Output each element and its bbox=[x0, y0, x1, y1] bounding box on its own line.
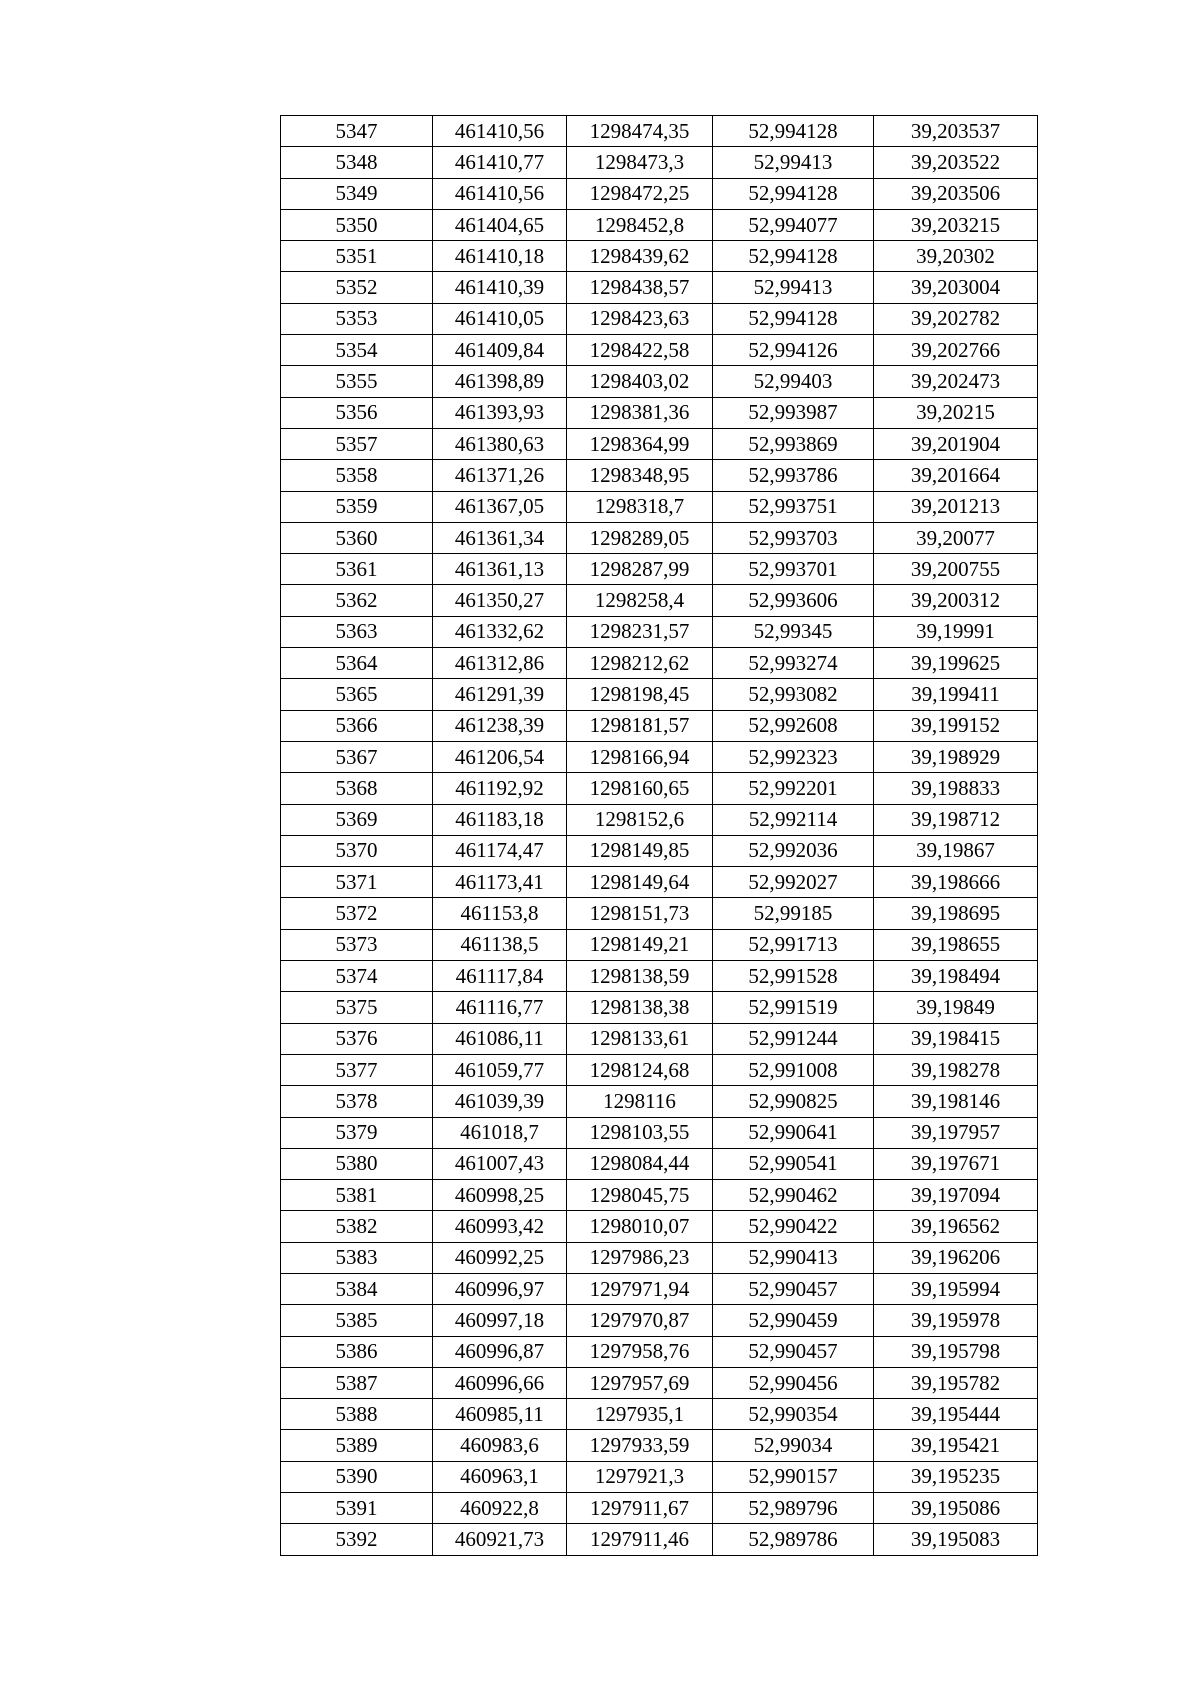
x-coordinate-cell: 460993,42 bbox=[433, 1211, 567, 1242]
table-row bbox=[281, 366, 1038, 397]
longitude-cell: 39,202782 bbox=[874, 303, 1038, 334]
longitude-cell: 39,201213 bbox=[874, 491, 1038, 522]
point-number-cell: 5387 bbox=[281, 1367, 433, 1398]
table-row bbox=[281, 241, 1038, 272]
point-number-cell: 5358 bbox=[281, 460, 433, 491]
latitude-cell: 52,989786 bbox=[713, 1524, 874, 1555]
x-coordinate-cell: 461361,13 bbox=[433, 554, 567, 585]
longitude-cell: 39,200755 bbox=[874, 554, 1038, 585]
x-coordinate-cell: 461291,39 bbox=[433, 679, 567, 710]
x-coordinate-cell: 461410,77 bbox=[433, 147, 567, 178]
point-number-cell: 5385 bbox=[281, 1305, 433, 1336]
latitude-cell: 52,990422 bbox=[713, 1211, 874, 1242]
table-row bbox=[281, 1086, 1038, 1117]
coordinates-table bbox=[280, 115, 1038, 1556]
longitude-cell: 39,199625 bbox=[874, 648, 1038, 679]
latitude-cell: 52,992201 bbox=[713, 773, 874, 804]
x-coordinate-cell: 461350,27 bbox=[433, 585, 567, 616]
longitude-cell: 39,203506 bbox=[874, 178, 1038, 209]
longitude-cell: 39,19867 bbox=[874, 835, 1038, 866]
latitude-cell: 52,990459 bbox=[713, 1305, 874, 1336]
latitude-cell: 52,990354 bbox=[713, 1399, 874, 1430]
longitude-cell: 39,203522 bbox=[874, 147, 1038, 178]
longitude-cell: 39,20077 bbox=[874, 522, 1038, 553]
latitude-cell: 52,99345 bbox=[713, 616, 874, 647]
latitude-cell: 52,990541 bbox=[713, 1148, 874, 1179]
x-coordinate-cell: 461393,93 bbox=[433, 397, 567, 428]
y-coordinate-cell: 1297957,69 bbox=[567, 1367, 713, 1398]
point-number-cell: 5380 bbox=[281, 1148, 433, 1179]
x-coordinate-cell: 461361,34 bbox=[433, 522, 567, 553]
table-row bbox=[281, 648, 1038, 679]
latitude-cell: 52,99413 bbox=[713, 147, 874, 178]
point-number-cell: 5352 bbox=[281, 272, 433, 303]
table-row bbox=[281, 804, 1038, 835]
y-coordinate-cell: 1298149,64 bbox=[567, 867, 713, 898]
point-number-cell: 5360 bbox=[281, 522, 433, 553]
y-coordinate-cell: 1298439,62 bbox=[567, 241, 713, 272]
longitude-cell: 39,19991 bbox=[874, 616, 1038, 647]
longitude-cell: 39,198666 bbox=[874, 867, 1038, 898]
latitude-cell: 52,99185 bbox=[713, 898, 874, 929]
point-number-cell: 5350 bbox=[281, 209, 433, 240]
table-row bbox=[281, 741, 1038, 772]
y-coordinate-cell: 1298116 bbox=[567, 1086, 713, 1117]
y-coordinate-cell: 1298212,62 bbox=[567, 648, 713, 679]
longitude-cell: 39,20302 bbox=[874, 241, 1038, 272]
y-coordinate-cell: 1298084,44 bbox=[567, 1148, 713, 1179]
x-coordinate-cell: 460992,25 bbox=[433, 1242, 567, 1273]
latitude-cell: 52,993751 bbox=[713, 491, 874, 522]
x-coordinate-cell: 460983,6 bbox=[433, 1430, 567, 1461]
y-coordinate-cell: 1298231,57 bbox=[567, 616, 713, 647]
y-coordinate-cell: 1298045,75 bbox=[567, 1180, 713, 1211]
x-coordinate-cell: 460996,66 bbox=[433, 1367, 567, 1398]
point-number-cell: 5351 bbox=[281, 241, 433, 272]
x-coordinate-cell: 461086,11 bbox=[433, 1023, 567, 1054]
longitude-cell: 39,198712 bbox=[874, 804, 1038, 835]
y-coordinate-cell: 1298010,07 bbox=[567, 1211, 713, 1242]
x-coordinate-cell: 461117,84 bbox=[433, 961, 567, 992]
longitude-cell: 39,198494 bbox=[874, 961, 1038, 992]
table-row bbox=[281, 835, 1038, 866]
x-coordinate-cell: 461039,39 bbox=[433, 1086, 567, 1117]
longitude-cell: 39,198146 bbox=[874, 1086, 1038, 1117]
latitude-cell: 52,994126 bbox=[713, 335, 874, 366]
point-number-cell: 5356 bbox=[281, 397, 433, 428]
point-number-cell: 5378 bbox=[281, 1086, 433, 1117]
x-coordinate-cell: 461183,18 bbox=[433, 804, 567, 835]
point-number-cell: 5357 bbox=[281, 428, 433, 459]
table-row bbox=[281, 1117, 1038, 1148]
y-coordinate-cell: 1298318,7 bbox=[567, 491, 713, 522]
longitude-cell: 39,197957 bbox=[874, 1117, 1038, 1148]
y-coordinate-cell: 1297986,23 bbox=[567, 1242, 713, 1273]
x-coordinate-cell: 461174,47 bbox=[433, 835, 567, 866]
x-coordinate-cell: 460996,87 bbox=[433, 1336, 567, 1367]
table-row bbox=[281, 1305, 1038, 1336]
longitude-cell: 39,203537 bbox=[874, 116, 1038, 147]
x-coordinate-cell: 461312,86 bbox=[433, 648, 567, 679]
latitude-cell: 52,993987 bbox=[713, 397, 874, 428]
table-row bbox=[281, 585, 1038, 616]
longitude-cell: 39,198929 bbox=[874, 741, 1038, 772]
latitude-cell: 52,991528 bbox=[713, 961, 874, 992]
table-row bbox=[281, 1180, 1038, 1211]
y-coordinate-cell: 1298381,36 bbox=[567, 397, 713, 428]
point-number-cell: 5389 bbox=[281, 1430, 433, 1461]
y-coordinate-cell: 1297958,76 bbox=[567, 1336, 713, 1367]
latitude-cell: 52,993703 bbox=[713, 522, 874, 553]
table-row bbox=[281, 898, 1038, 929]
y-coordinate-cell: 1297933,59 bbox=[567, 1430, 713, 1461]
y-coordinate-cell: 1298364,99 bbox=[567, 428, 713, 459]
y-coordinate-cell: 1298473,3 bbox=[567, 147, 713, 178]
coordinates-table-body bbox=[281, 116, 1038, 1556]
point-number-cell: 5367 bbox=[281, 741, 433, 772]
table-row bbox=[281, 1148, 1038, 1179]
longitude-cell: 39,200312 bbox=[874, 585, 1038, 616]
longitude-cell: 39,199152 bbox=[874, 710, 1038, 741]
table-row bbox=[281, 867, 1038, 898]
point-number-cell: 5383 bbox=[281, 1242, 433, 1273]
longitude-cell: 39,195782 bbox=[874, 1367, 1038, 1398]
table-row bbox=[281, 335, 1038, 366]
y-coordinate-cell: 1298403,02 bbox=[567, 366, 713, 397]
longitude-cell: 39,19849 bbox=[874, 992, 1038, 1023]
table-row bbox=[281, 1399, 1038, 1430]
y-coordinate-cell: 1298472,25 bbox=[567, 178, 713, 209]
point-number-cell: 5364 bbox=[281, 648, 433, 679]
y-coordinate-cell: 1297921,3 bbox=[567, 1461, 713, 1492]
x-coordinate-cell: 461410,39 bbox=[433, 272, 567, 303]
table-row bbox=[281, 1023, 1038, 1054]
longitude-cell: 39,195235 bbox=[874, 1461, 1038, 1492]
y-coordinate-cell: 1298287,99 bbox=[567, 554, 713, 585]
latitude-cell: 52,991244 bbox=[713, 1023, 874, 1054]
table-row bbox=[281, 1273, 1038, 1304]
y-coordinate-cell: 1298474,35 bbox=[567, 116, 713, 147]
latitude-cell: 52,994128 bbox=[713, 241, 874, 272]
y-coordinate-cell: 1298103,55 bbox=[567, 1117, 713, 1148]
latitude-cell: 52,992027 bbox=[713, 867, 874, 898]
latitude-cell: 52,990157 bbox=[713, 1461, 874, 1492]
table-row bbox=[281, 929, 1038, 960]
x-coordinate-cell: 460996,97 bbox=[433, 1273, 567, 1304]
x-coordinate-cell: 461409,84 bbox=[433, 335, 567, 366]
point-number-cell: 5354 bbox=[281, 335, 433, 366]
x-coordinate-cell: 460998,25 bbox=[433, 1180, 567, 1211]
y-coordinate-cell: 1298124,68 bbox=[567, 1054, 713, 1085]
longitude-cell: 39,195083 bbox=[874, 1524, 1038, 1555]
y-coordinate-cell: 1298133,61 bbox=[567, 1023, 713, 1054]
longitude-cell: 39,20215 bbox=[874, 397, 1038, 428]
point-number-cell: 5370 bbox=[281, 835, 433, 866]
y-coordinate-cell: 1297911,67 bbox=[567, 1493, 713, 1524]
table-row bbox=[281, 1211, 1038, 1242]
y-coordinate-cell: 1297971,94 bbox=[567, 1273, 713, 1304]
point-number-cell: 5373 bbox=[281, 929, 433, 960]
longitude-cell: 39,197671 bbox=[874, 1148, 1038, 1179]
y-coordinate-cell: 1298166,94 bbox=[567, 741, 713, 772]
longitude-cell: 39,195421 bbox=[874, 1430, 1038, 1461]
x-coordinate-cell: 461138,5 bbox=[433, 929, 567, 960]
longitude-cell: 39,199411 bbox=[874, 679, 1038, 710]
longitude-cell: 39,198833 bbox=[874, 773, 1038, 804]
point-number-cell: 5391 bbox=[281, 1493, 433, 1524]
latitude-cell: 52,99403 bbox=[713, 366, 874, 397]
latitude-cell: 52,994128 bbox=[713, 178, 874, 209]
point-number-cell: 5388 bbox=[281, 1399, 433, 1430]
point-number-cell: 5368 bbox=[281, 773, 433, 804]
point-number-cell: 5362 bbox=[281, 585, 433, 616]
x-coordinate-cell: 461018,7 bbox=[433, 1117, 567, 1148]
y-coordinate-cell: 1298289,05 bbox=[567, 522, 713, 553]
longitude-cell: 39,195978 bbox=[874, 1305, 1038, 1336]
point-number-cell: 5369 bbox=[281, 804, 433, 835]
latitude-cell: 52,991008 bbox=[713, 1054, 874, 1085]
point-number-cell: 5384 bbox=[281, 1273, 433, 1304]
point-number-cell: 5390 bbox=[281, 1461, 433, 1492]
y-coordinate-cell: 1298152,6 bbox=[567, 804, 713, 835]
x-coordinate-cell: 461398,89 bbox=[433, 366, 567, 397]
longitude-cell: 39,202766 bbox=[874, 335, 1038, 366]
table-row bbox=[281, 1367, 1038, 1398]
latitude-cell: 52,994128 bbox=[713, 116, 874, 147]
table-row bbox=[281, 272, 1038, 303]
point-number-cell: 5377 bbox=[281, 1054, 433, 1085]
latitude-cell: 52,990825 bbox=[713, 1086, 874, 1117]
latitude-cell: 52,990462 bbox=[713, 1180, 874, 1211]
x-coordinate-cell: 461410,18 bbox=[433, 241, 567, 272]
y-coordinate-cell: 1298149,21 bbox=[567, 929, 713, 960]
point-number-cell: 5361 bbox=[281, 554, 433, 585]
x-coordinate-cell: 461007,43 bbox=[433, 1148, 567, 1179]
latitude-cell: 52,993606 bbox=[713, 585, 874, 616]
latitude-cell: 52,994077 bbox=[713, 209, 874, 240]
y-coordinate-cell: 1298181,57 bbox=[567, 710, 713, 741]
x-coordinate-cell: 461332,62 bbox=[433, 616, 567, 647]
y-coordinate-cell: 1298198,45 bbox=[567, 679, 713, 710]
x-coordinate-cell: 461410,05 bbox=[433, 303, 567, 334]
longitude-cell: 39,198695 bbox=[874, 898, 1038, 929]
latitude-cell: 52,993701 bbox=[713, 554, 874, 585]
table-row bbox=[281, 178, 1038, 209]
x-coordinate-cell: 461367,05 bbox=[433, 491, 567, 522]
table-row bbox=[281, 460, 1038, 491]
table-row bbox=[281, 679, 1038, 710]
y-coordinate-cell: 1298138,38 bbox=[567, 992, 713, 1023]
latitude-cell: 52,992036 bbox=[713, 835, 874, 866]
x-coordinate-cell: 461153,8 bbox=[433, 898, 567, 929]
table-row bbox=[281, 1493, 1038, 1524]
point-number-cell: 5347 bbox=[281, 116, 433, 147]
point-number-cell: 5392 bbox=[281, 1524, 433, 1555]
latitude-cell: 52,991519 bbox=[713, 992, 874, 1023]
longitude-cell: 39,195086 bbox=[874, 1493, 1038, 1524]
y-coordinate-cell: 1298149,85 bbox=[567, 835, 713, 866]
point-number-cell: 5355 bbox=[281, 366, 433, 397]
latitude-cell: 52,994128 bbox=[713, 303, 874, 334]
point-number-cell: 5349 bbox=[281, 178, 433, 209]
latitude-cell: 52,992114 bbox=[713, 804, 874, 835]
x-coordinate-cell: 461059,77 bbox=[433, 1054, 567, 1085]
point-number-cell: 5348 bbox=[281, 147, 433, 178]
longitude-cell: 39,203215 bbox=[874, 209, 1038, 240]
point-number-cell: 5382 bbox=[281, 1211, 433, 1242]
table-row bbox=[281, 209, 1038, 240]
y-coordinate-cell: 1298423,63 bbox=[567, 303, 713, 334]
longitude-cell: 39,202473 bbox=[874, 366, 1038, 397]
point-number-cell: 5376 bbox=[281, 1023, 433, 1054]
longitude-cell: 39,201904 bbox=[874, 428, 1038, 459]
point-number-cell: 5386 bbox=[281, 1336, 433, 1367]
longitude-cell: 39,198655 bbox=[874, 929, 1038, 960]
x-coordinate-cell: 461173,41 bbox=[433, 867, 567, 898]
latitude-cell: 52,99413 bbox=[713, 272, 874, 303]
x-coordinate-cell: 460921,73 bbox=[433, 1524, 567, 1555]
latitude-cell: 52,991713 bbox=[713, 929, 874, 960]
y-coordinate-cell: 1298452,8 bbox=[567, 209, 713, 240]
longitude-cell: 39,201664 bbox=[874, 460, 1038, 491]
table-row bbox=[281, 1430, 1038, 1461]
latitude-cell: 52,993082 bbox=[713, 679, 874, 710]
table-row bbox=[281, 147, 1038, 178]
table-row bbox=[281, 116, 1038, 147]
point-number-cell: 5372 bbox=[281, 898, 433, 929]
point-number-cell: 5371 bbox=[281, 867, 433, 898]
x-coordinate-cell: 461410,56 bbox=[433, 116, 567, 147]
x-coordinate-cell: 461192,92 bbox=[433, 773, 567, 804]
point-number-cell: 5375 bbox=[281, 992, 433, 1023]
x-coordinate-cell: 461410,56 bbox=[433, 178, 567, 209]
longitude-cell: 39,198415 bbox=[874, 1023, 1038, 1054]
x-coordinate-cell: 461404,65 bbox=[433, 209, 567, 240]
longitude-cell: 39,196206 bbox=[874, 1242, 1038, 1273]
longitude-cell: 39,203004 bbox=[874, 272, 1038, 303]
table-row bbox=[281, 616, 1038, 647]
y-coordinate-cell: 1297911,46 bbox=[567, 1524, 713, 1555]
table-row bbox=[281, 522, 1038, 553]
y-coordinate-cell: 1298258,4 bbox=[567, 585, 713, 616]
latitude-cell: 52,990413 bbox=[713, 1242, 874, 1273]
y-coordinate-cell: 1298151,73 bbox=[567, 898, 713, 929]
y-coordinate-cell: 1298160,65 bbox=[567, 773, 713, 804]
table-row bbox=[281, 1242, 1038, 1273]
longitude-cell: 39,195994 bbox=[874, 1273, 1038, 1304]
point-number-cell: 5379 bbox=[281, 1117, 433, 1148]
x-coordinate-cell: 461371,26 bbox=[433, 460, 567, 491]
longitude-cell: 39,198278 bbox=[874, 1054, 1038, 1085]
latitude-cell: 52,993786 bbox=[713, 460, 874, 491]
table-row bbox=[281, 491, 1038, 522]
latitude-cell: 52,990456 bbox=[713, 1367, 874, 1398]
point-number-cell: 5365 bbox=[281, 679, 433, 710]
table-row bbox=[281, 428, 1038, 459]
longitude-cell: 39,195798 bbox=[874, 1336, 1038, 1367]
longitude-cell: 39,196562 bbox=[874, 1211, 1038, 1242]
x-coordinate-cell: 460963,1 bbox=[433, 1461, 567, 1492]
table-row bbox=[281, 773, 1038, 804]
point-number-cell: 5381 bbox=[281, 1180, 433, 1211]
latitude-cell: 52,990457 bbox=[713, 1273, 874, 1304]
table-row bbox=[281, 397, 1038, 428]
longitude-cell: 39,195444 bbox=[874, 1399, 1038, 1430]
y-coordinate-cell: 1297970,87 bbox=[567, 1305, 713, 1336]
table-row bbox=[281, 1524, 1038, 1555]
x-coordinate-cell: 461238,39 bbox=[433, 710, 567, 741]
latitude-cell: 52,990457 bbox=[713, 1336, 874, 1367]
table-row bbox=[281, 1336, 1038, 1367]
x-coordinate-cell: 460922,8 bbox=[433, 1493, 567, 1524]
latitude-cell: 52,992323 bbox=[713, 741, 874, 772]
table-row bbox=[281, 554, 1038, 585]
table-row bbox=[281, 1461, 1038, 1492]
latitude-cell: 52,992608 bbox=[713, 710, 874, 741]
point-number-cell: 5363 bbox=[281, 616, 433, 647]
point-number-cell: 5359 bbox=[281, 491, 433, 522]
x-coordinate-cell: 461116,77 bbox=[433, 992, 567, 1023]
table-row bbox=[281, 1054, 1038, 1085]
latitude-cell: 52,993274 bbox=[713, 648, 874, 679]
x-coordinate-cell: 460997,18 bbox=[433, 1305, 567, 1336]
longitude-cell: 39,197094 bbox=[874, 1180, 1038, 1211]
y-coordinate-cell: 1298438,57 bbox=[567, 272, 713, 303]
point-number-cell: 5353 bbox=[281, 303, 433, 334]
x-coordinate-cell: 460985,11 bbox=[433, 1399, 567, 1430]
x-coordinate-cell: 461380,63 bbox=[433, 428, 567, 459]
y-coordinate-cell: 1298348,95 bbox=[567, 460, 713, 491]
y-coordinate-cell: 1298422,58 bbox=[567, 335, 713, 366]
latitude-cell: 52,99034 bbox=[713, 1430, 874, 1461]
table-row bbox=[281, 961, 1038, 992]
point-number-cell: 5374 bbox=[281, 961, 433, 992]
table-row bbox=[281, 710, 1038, 741]
point-number-cell: 5366 bbox=[281, 710, 433, 741]
latitude-cell: 52,989796 bbox=[713, 1493, 874, 1524]
latitude-cell: 52,990641 bbox=[713, 1117, 874, 1148]
table-row bbox=[281, 303, 1038, 334]
y-coordinate-cell: 1297935,1 bbox=[567, 1399, 713, 1430]
x-coordinate-cell: 461206,54 bbox=[433, 741, 567, 772]
y-coordinate-cell: 1298138,59 bbox=[567, 961, 713, 992]
table-row bbox=[281, 992, 1038, 1023]
latitude-cell: 52,993869 bbox=[713, 428, 874, 459]
